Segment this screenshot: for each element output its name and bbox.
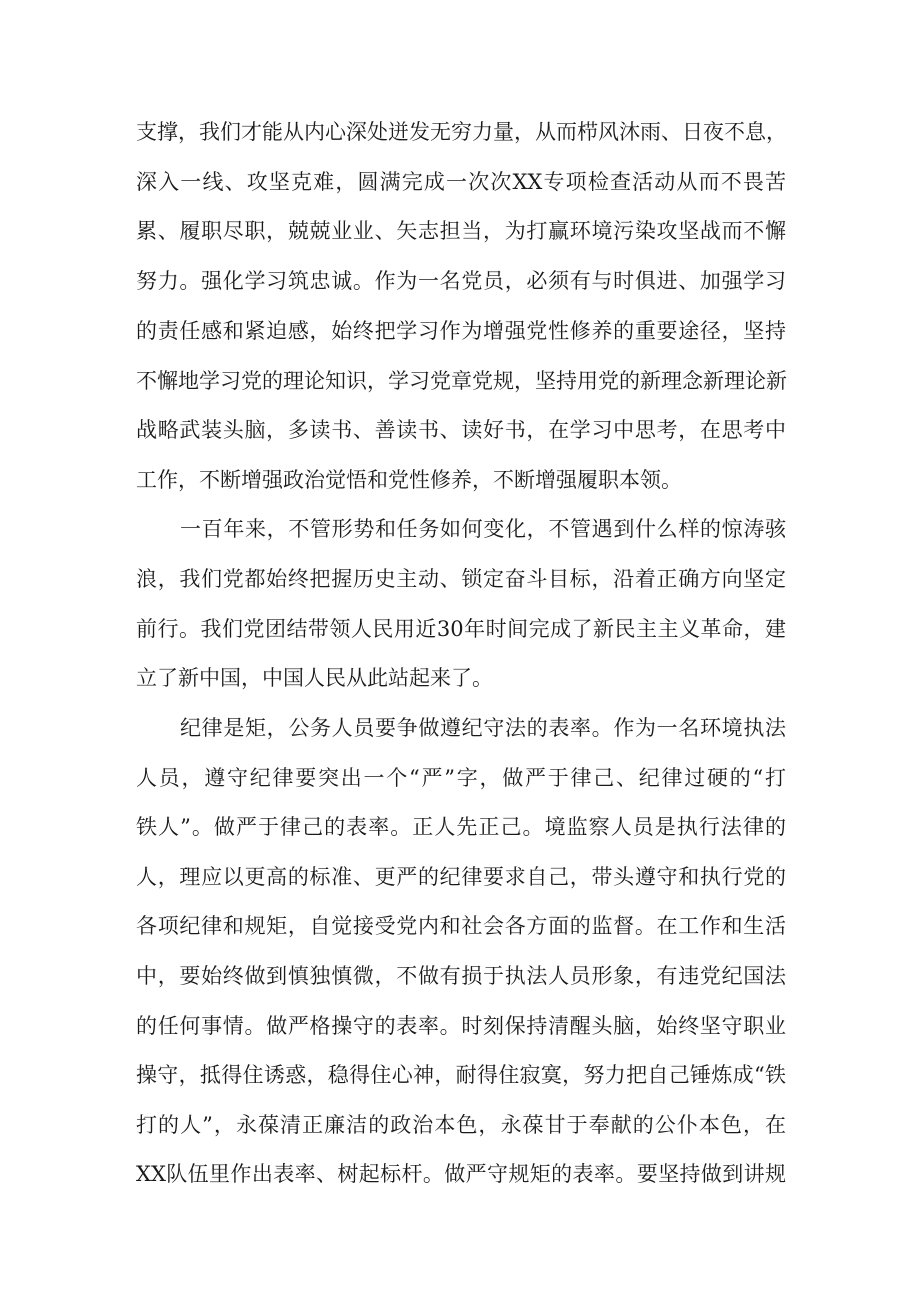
text-line: 工作，不断增强政治觉悟和党性修养，不断增强履职本领。 xyxy=(136,468,682,492)
text-line: 人，理应以更高的标准、更严的纪律要求自己，带头遵守和执行党的 xyxy=(136,865,786,889)
text-line: 人员，遵守纪律要突出一个“严”字，做严于律己、纪律过硬的“打 xyxy=(136,766,786,790)
text-line: XX队伍里作出表率、树起标杆。做严守规矩的表率。要坚持做到讲规 xyxy=(136,1162,786,1186)
text-line: 浪，我们党都始终把握历史主动、锁定奋斗目标，沿着正确方向坚定 xyxy=(136,567,786,591)
text-line: 前行。我们党团结带领人民用近30年时间完成了新民主主义革命，建 xyxy=(136,617,786,641)
text-line: 累、履职尽职，兢兢业业、矢志担当，为打赢环境污染攻坚战而不懈 xyxy=(136,219,786,243)
text-line: 的责任感和紧迫感，始终把学习作为增强党性修养的重要途径，坚持 xyxy=(136,319,786,343)
text-line: 深入一线、攻坚克难，圆满完成一次次XX专项检查活动从而不畏苦 xyxy=(136,170,786,194)
text-line: 支撑，我们才能从内心深处迸发无穷力量，从而栉风沐雨、日夜不息， xyxy=(136,120,787,144)
text-line: 中，要始终做到慎独慎微，不做有损于执法人员形象，有违党纪国法 xyxy=(136,964,786,988)
text-line: 操守，抵得住诱惑，稳得住心神，耐得住寂寞，努力把自己锤炼成“铁 xyxy=(136,1063,786,1087)
paragraph-first-line: 纪律是矩，公务人员要争做遵纪守法的表率。作为一名环境执法 xyxy=(180,716,786,740)
text-line: 立了新中国，中国人民从此站起来了。 xyxy=(136,666,493,690)
text-line: 不懈地学习党的理论知识，学习党章党规，坚持用党的新理念新理论新 xyxy=(136,369,787,393)
text-line: 战略武装头脑，多读书、善读书、读好书，在学习中思考，在思考中 xyxy=(136,418,786,442)
text-line: 努力。强化学习筑忠诚。作为一名党员，必须有与时俱进、加强学习 xyxy=(136,269,786,293)
text-line: 的任何事情。做严格操守的表率。时刻保持清醒头脑，始终坚守职业 xyxy=(136,1014,786,1038)
text-line: 铁人”。做严于律己的表率。正人先正己。境监察人员是执行法律的 xyxy=(136,815,786,839)
text-line: 各项纪律和规矩，自觉接受党内和社会各方面的监督。在工作和生活 xyxy=(136,914,786,938)
text-line: 打的人”，永葆清正廉洁的政治本色，永葆甘于奉献的公仆本色，在 xyxy=(136,1113,786,1137)
paragraph-first-line: 一百年来，不管形势和任务如何变化，不管遇到什么样的惊涛骇 xyxy=(180,517,786,541)
